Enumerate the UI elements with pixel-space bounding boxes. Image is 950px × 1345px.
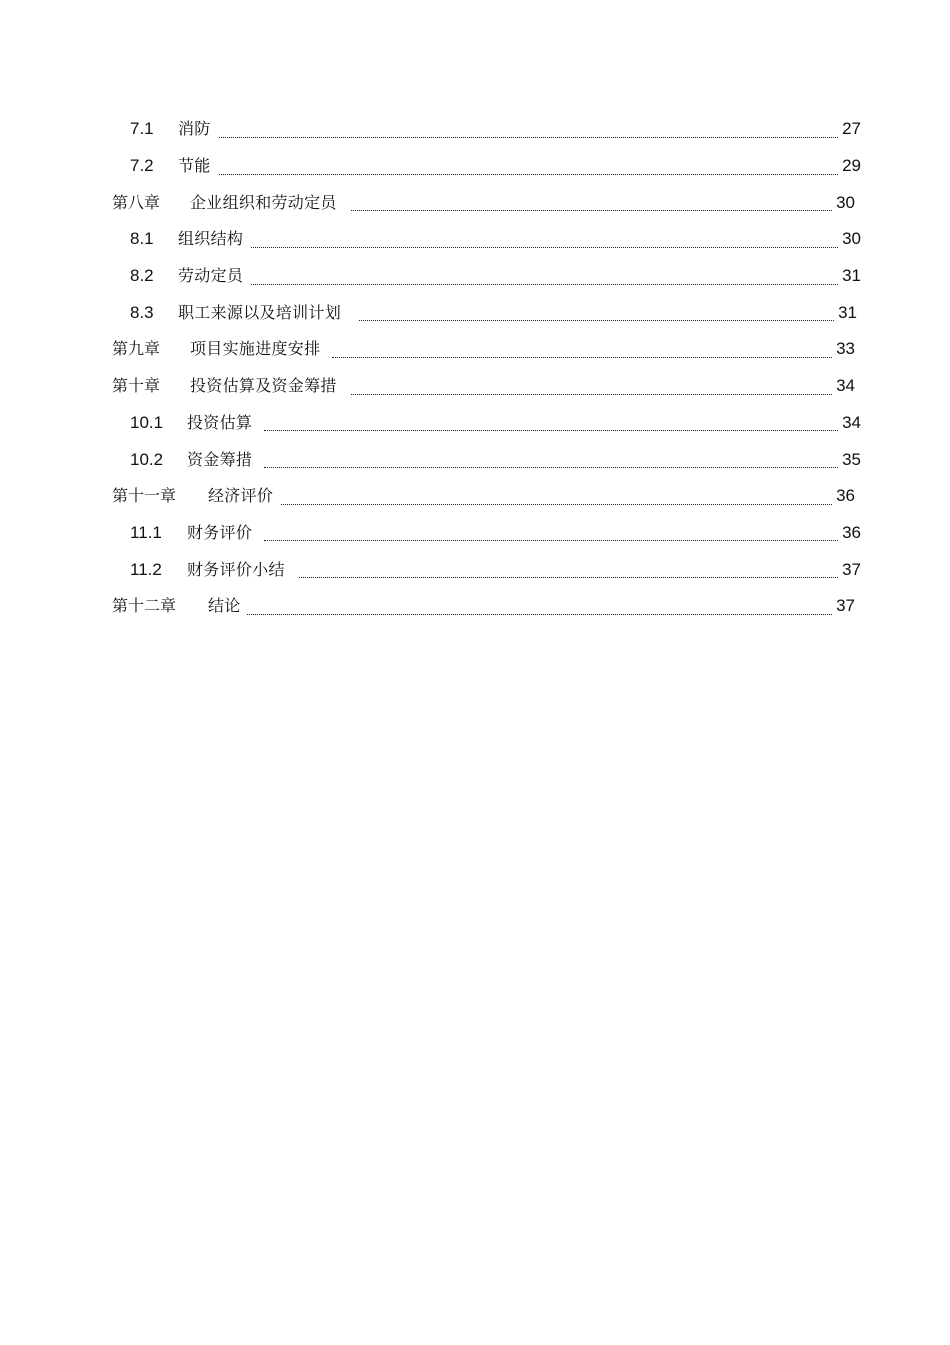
toc-entry-page: 30: [836, 192, 855, 212]
toc-entry-page: 37: [842, 559, 861, 579]
dot-leader: [351, 196, 832, 211]
toc-entry-number: 第十二章: [112, 596, 177, 616]
toc-entry-number: 10.2: [130, 449, 164, 469]
toc-entry-number: 10.1: [130, 412, 164, 432]
toc-entry-page: 36: [836, 486, 855, 506]
toc-entry-8-2[interactable]: [0, 258, 950, 295]
toc-entry-chapter-10[interactable]: [0, 368, 950, 405]
toc-entry-10-1[interactable]: [0, 405, 950, 442]
toc-entry-number: 8.1: [130, 229, 154, 249]
dot-leader: [219, 123, 838, 138]
toc-entry-title: 投资估算及资金筹措: [190, 376, 337, 396]
dot-leader: [264, 453, 838, 468]
toc-entry-chapter-8[interactable]: [0, 184, 950, 221]
dot-leader: [251, 270, 838, 285]
dot-leader: [219, 160, 838, 175]
toc-entry-title: 项目实施进度安排: [190, 339, 321, 359]
toc-entry-number: 11.1: [130, 522, 162, 542]
toc-entry-page: 29: [842, 156, 861, 176]
toc-entry-11-2[interactable]: [0, 551, 950, 588]
toc-entry-page: 34: [836, 376, 855, 396]
toc-entry-title: 消防: [178, 119, 211, 139]
dot-leader: [359, 306, 834, 321]
toc-entry-page: 31: [838, 302, 857, 322]
toc-entry-7-2[interactable]: [0, 148, 950, 185]
toc-entry-8-3[interactable]: [0, 294, 950, 331]
toc-entry-page: 27: [842, 119, 861, 139]
toc-entry-title: 投资估算: [187, 412, 253, 432]
toc-entry-title: 劳动定员: [178, 266, 244, 286]
toc-entry-title: 结论: [208, 596, 241, 616]
toc-entry-title: 经济评价: [208, 486, 274, 506]
toc-entry-page: 30: [842, 229, 861, 249]
toc-entry-number: 8.2: [130, 266, 154, 286]
dot-leader: [281, 490, 832, 505]
toc-entry-10-2[interactable]: [0, 441, 950, 478]
toc-entry-title: 企业组织和劳动定员: [190, 192, 337, 212]
toc-entry-number: 第九章: [112, 339, 161, 359]
toc-entry-chapter-11[interactable]: [0, 478, 950, 515]
toc-entry-number: 11.2: [130, 559, 162, 579]
dot-leader: [264, 526, 838, 541]
toc-entry-title: 职工来源以及培训计划: [178, 302, 342, 322]
toc-entry-number: 7.1: [130, 119, 154, 139]
toc-entry-title: 资金筹措: [187, 449, 253, 469]
toc-entry-title: 财务评价: [187, 522, 253, 542]
toc-entry-page: 36: [842, 522, 861, 542]
toc-entry-number: 7.2: [130, 156, 154, 176]
toc-entry-title: 组织结构: [178, 229, 244, 249]
dot-leader: [299, 563, 838, 578]
toc-entry-number: 第十一章: [112, 486, 177, 506]
toc-entry-chapter-12[interactable]: [0, 588, 950, 625]
toc-entry-chapter-9[interactable]: [0, 331, 950, 368]
dot-leader: [351, 380, 832, 395]
toc-entry-page: 37: [836, 596, 855, 616]
toc-entry-7-1[interactable]: [0, 111, 950, 148]
toc-entry-page: 31: [842, 266, 861, 286]
dot-leader: [247, 600, 832, 615]
toc-entry-title: 财务评价小结: [187, 559, 285, 579]
toc-entry-number: 第八章: [112, 192, 161, 212]
toc-entry-page: 35: [842, 449, 861, 469]
toc-entry-number: 8.3: [130, 302, 154, 322]
dot-leader: [264, 416, 838, 431]
toc-entry-11-1[interactable]: [0, 515, 950, 552]
toc-entry-8-1[interactable]: [0, 221, 950, 258]
toc-entry-page: 34: [842, 412, 861, 432]
dot-leader: [251, 233, 838, 248]
toc-entry-title: 节能: [178, 156, 211, 176]
table-of-contents: [0, 111, 950, 625]
toc-entry-number: 第十章: [112, 376, 161, 396]
toc-entry-page: 33: [836, 339, 855, 359]
dot-leader: [332, 343, 832, 358]
